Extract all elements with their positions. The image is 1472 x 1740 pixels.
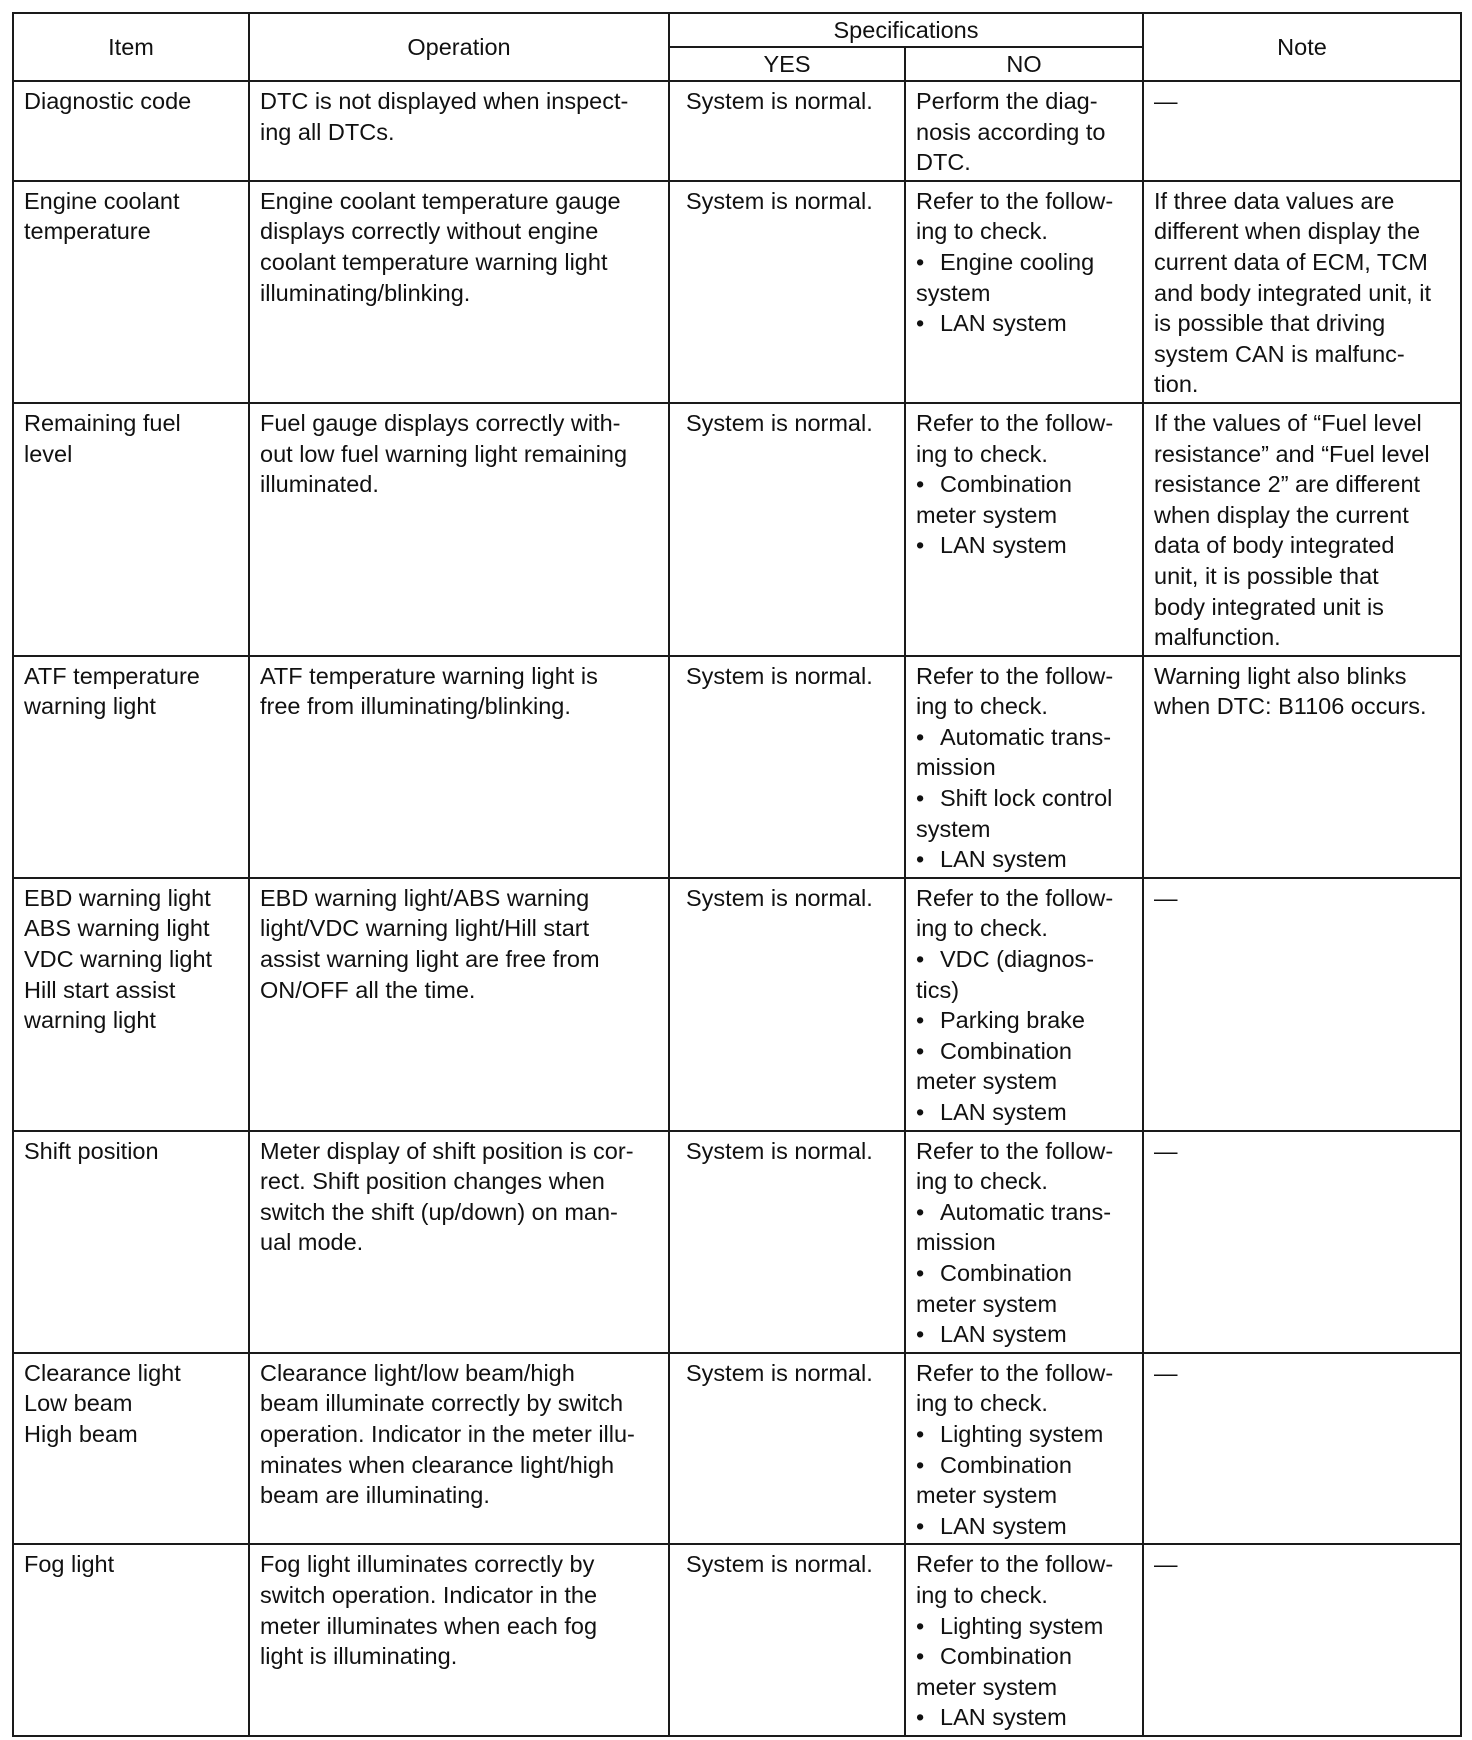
item-text: level (24, 440, 73, 467)
no-bullet-item (916, 278, 1132, 309)
yes-cell (669, 403, 905, 656)
item-cell (13, 1131, 249, 1353)
no-cell (905, 1131, 1143, 1353)
header-specifications: Specifications (669, 13, 1143, 47)
no-bullet-item (916, 1066, 1132, 1097)
no-bullet-text: LAN system (940, 1512, 1067, 1539)
note-text: resistance 2” are different (1154, 471, 1421, 498)
yes-text: System is normal. (686, 662, 873, 689)
note-text: If three data values are (1154, 187, 1395, 214)
no-bullet-item (916, 1702, 1132, 1733)
yes-cell (669, 1131, 905, 1353)
no-text: Refer to the follow- (916, 662, 1114, 689)
operation-cell (249, 1544, 669, 1736)
table-row (13, 656, 1461, 878)
table-row (13, 1131, 1461, 1353)
yes-cell (669, 181, 905, 403)
note-text: resistance” and “Fuel level (1154, 440, 1430, 467)
table-row (13, 1353, 1461, 1545)
yes-cell (669, 656, 905, 878)
operation-text: minates when clearance light/high (260, 1451, 615, 1478)
no-cell (905, 878, 1143, 1131)
no-text: Refer to the follow- (916, 187, 1114, 214)
item-text: VDC warning light (24, 946, 213, 973)
bullet-icon: • (916, 471, 925, 498)
note-text: — (1154, 1551, 1178, 1578)
no-bullet-item (916, 1450, 1132, 1481)
no-bullet-text: meter system (916, 1068, 1058, 1095)
table-header (13, 13, 1461, 81)
table-body (13, 81, 1461, 1736)
note-text: tion. (1154, 371, 1199, 398)
operation-text: ON/OFF all the time. (260, 976, 476, 1003)
no-text: Refer to the follow- (916, 1359, 1114, 1386)
no-bullet-text: mission (916, 754, 996, 781)
item-text: temperature (24, 218, 151, 245)
no-bullet-text: Shift lock control (940, 785, 1113, 812)
bullet-icon: • (916, 1198, 925, 1225)
no-bullet-text: Combination (940, 1451, 1072, 1478)
note-text: different when display the (1154, 218, 1421, 245)
no-cell (905, 1353, 1143, 1545)
no-bullet-item (916, 500, 1132, 531)
yes-cell (669, 81, 905, 181)
operation-text: DTC is not displayed when inspect- (260, 88, 629, 114)
operation-cell (249, 878, 669, 1131)
no-bullet-item (916, 247, 1132, 278)
operation-cell (249, 1131, 669, 1353)
no-bullet-item (916, 1511, 1132, 1542)
no-bullet-item (916, 1289, 1132, 1320)
header-operation: Operation (249, 13, 669, 81)
operation-cell (249, 656, 669, 878)
no-bullet-item (916, 530, 1132, 561)
yes-text: System is normal. (686, 1137, 873, 1164)
no-text: nosis according to (916, 118, 1106, 145)
header-yes: YES (669, 47, 905, 81)
yes-text: System is normal. (686, 884, 873, 911)
no-bullet-text: LAN system (940, 846, 1067, 873)
yes-cell (669, 1544, 905, 1736)
note-cell (1143, 403, 1461, 656)
header-note: Note (1143, 13, 1461, 81)
no-text: ing to check. (916, 440, 1048, 467)
no-text: ing to check. (916, 915, 1048, 942)
no-bullet-text: Automatic trans- (940, 1198, 1112, 1225)
item-cell (13, 403, 249, 656)
bullet-icon: • (916, 1451, 925, 1478)
operation-cell (249, 81, 669, 181)
no-bullet-text: Lighting system (940, 1612, 1104, 1639)
no-bullet-item (916, 1097, 1132, 1128)
no-cell (905, 181, 1143, 403)
operation-text: illuminated. (260, 471, 379, 498)
note-text: If the values of “Fuel level (1154, 409, 1422, 436)
no-cell (905, 1544, 1143, 1736)
note-text: Warning light also blinks (1154, 662, 1407, 689)
no-bullet-text: meter system (916, 1290, 1058, 1317)
bullet-icon: • (916, 1704, 925, 1731)
bullet-icon: • (916, 1420, 925, 1447)
yes-cell (669, 878, 905, 1131)
item-cell (13, 1544, 249, 1736)
note-text: when DTC: B1106 occurs. (1154, 693, 1427, 720)
specifications-table (12, 12, 1462, 1737)
no-bullet-text: meter system (916, 1673, 1058, 1700)
table-row (13, 1544, 1461, 1736)
no-bullet-item (916, 1227, 1132, 1258)
operation-text: beam illuminate correctly by switch (260, 1390, 624, 1417)
note-cell (1143, 878, 1461, 1131)
bullet-icon: • (916, 946, 925, 973)
no-bullet-item (916, 308, 1132, 339)
note-text: is possible that driving (1154, 310, 1386, 337)
note-text: data of body integrated (1154, 532, 1395, 559)
no-bullet-item (916, 783, 1132, 814)
note-cell (1143, 181, 1461, 403)
operation-cell (249, 1353, 669, 1545)
table-row (13, 878, 1461, 1131)
item-cell (13, 878, 249, 1131)
note-text: — (1154, 1359, 1178, 1386)
no-bullet-text: system (916, 279, 991, 306)
operation-text: meter illuminates when each fog (260, 1612, 598, 1639)
bullet-icon: • (916, 785, 925, 812)
no-bullet-text: LAN system (940, 1704, 1067, 1731)
no-bullet-text: tics) (916, 976, 960, 1003)
item-text: Shift position (24, 1137, 159, 1164)
note-cell (1143, 81, 1461, 181)
no-bullet-text: LAN system (940, 1321, 1067, 1348)
operation-text: displays correctly without engine (260, 218, 599, 245)
bullet-icon: • (916, 1612, 925, 1639)
operation-cell (249, 181, 669, 403)
no-bullet-text: Engine cooling (940, 248, 1095, 275)
no-bullet-item (916, 722, 1132, 753)
item-cell (13, 181, 249, 403)
no-bullet-text: mission (916, 1229, 996, 1256)
bullet-icon: • (916, 1037, 925, 1064)
operation-text: Engine coolant temperature gauge (260, 187, 621, 214)
operation-text: Fog light illuminates correctly by (260, 1551, 595, 1578)
bullet-icon: • (916, 846, 925, 873)
no-bullet-text: Combination (940, 1037, 1072, 1064)
header-item: Item (13, 13, 249, 81)
bullet-icon: • (916, 1007, 925, 1034)
no-bullet-item (916, 1319, 1132, 1350)
no-bullet-item (916, 1005, 1132, 1036)
no-bullet-text: system (916, 815, 991, 842)
operation-text: operation. Indicator in the meter illu- (260, 1420, 635, 1447)
no-text: ing to check. (916, 1390, 1048, 1417)
operation-text: Clearance light/low beam/high (260, 1359, 575, 1386)
no-bullet-text: meter system (916, 501, 1058, 528)
no-bullet-item (916, 1036, 1132, 1067)
item-cell (13, 1353, 249, 1545)
no-bullet-text: Combination (940, 471, 1072, 498)
no-bullet-text: Combination (940, 1643, 1072, 1670)
no-text: Perform the diag- (916, 88, 1098, 114)
no-text: ing to check. (916, 1168, 1048, 1195)
item-text: Engine coolant (24, 187, 180, 214)
no-text: Refer to the follow- (916, 409, 1114, 436)
item-text: Hill start assist (24, 976, 176, 1003)
operation-text: ing all DTCs. (260, 118, 395, 145)
no-bullet-item (916, 1641, 1132, 1672)
bullet-icon: • (916, 248, 925, 275)
header-no: NO (905, 47, 1143, 81)
yes-text: System is normal. (686, 88, 873, 114)
bullet-icon: • (916, 532, 925, 559)
operation-text: ATF temperature warning light is (260, 662, 598, 689)
operation-text: coolant temperature warning light (260, 248, 608, 275)
note-text: current data of ECM, TCM (1154, 248, 1428, 275)
bullet-icon: • (916, 1099, 925, 1125)
no-cell (905, 81, 1143, 181)
no-bullet-text: Parking brake (940, 1007, 1085, 1034)
yes-text: System is normal. (686, 409, 873, 436)
note-cell (1143, 1131, 1461, 1353)
no-bullet-item (916, 844, 1132, 875)
no-bullet-text: Combination (940, 1259, 1072, 1286)
item-text: High beam (24, 1420, 138, 1447)
bullet-icon: • (916, 1512, 925, 1539)
operation-text: light/VDC warning light/Hill start (260, 915, 590, 942)
item-text: Low beam (24, 1390, 133, 1417)
no-text: Refer to the follow- (916, 1551, 1114, 1578)
no-text: ing to check. (916, 1581, 1048, 1608)
table-row (13, 403, 1461, 656)
no-bullet-item (916, 814, 1132, 845)
bullet-icon: • (916, 1259, 925, 1286)
no-cell (905, 403, 1143, 656)
bullet-icon: • (916, 1321, 925, 1348)
operation-text: EBD warning light/ABS warning (260, 884, 590, 911)
no-cell (905, 656, 1143, 878)
note-text: — (1154, 88, 1178, 114)
note-text: unit, it is possible that (1154, 562, 1379, 589)
table-row (13, 81, 1461, 181)
yes-text: System is normal. (686, 187, 873, 214)
operation-text: beam are illuminating. (260, 1482, 490, 1509)
item-cell (13, 81, 249, 181)
bullet-icon: • (916, 310, 925, 337)
operation-text: switch the shift (up/down) on man- (260, 1198, 618, 1225)
bullet-icon: • (916, 723, 925, 750)
no-bullet-text: Automatic trans- (940, 723, 1112, 750)
note-cell (1143, 656, 1461, 878)
no-bullet-text: VDC (diagnos- (940, 946, 1095, 973)
no-bullet-item (916, 1480, 1132, 1511)
note-text: system CAN is malfunc- (1154, 340, 1405, 367)
yes-cell (669, 1353, 905, 1545)
table-row (13, 181, 1461, 403)
note-text: — (1154, 1137, 1178, 1164)
no-bullet-text: LAN system (940, 310, 1067, 337)
no-bullet-item (916, 1258, 1132, 1289)
no-bullet-item (916, 1672, 1132, 1703)
operation-text: switch operation. Indicator in the (260, 1581, 598, 1608)
operation-text: out low fuel warning light remaining (260, 440, 628, 467)
note-cell (1143, 1544, 1461, 1736)
no-bullet-text: Lighting system (940, 1420, 1104, 1447)
no-text: ing to check. (916, 218, 1048, 245)
no-bullet-item (916, 1197, 1132, 1228)
no-bullet-item (916, 1419, 1132, 1450)
no-text: ing to check. (916, 693, 1048, 720)
item-text: warning light (24, 693, 156, 720)
operation-text: light is illuminating. (260, 1643, 458, 1670)
operation-text: assist warning light are free from (260, 946, 600, 973)
note-text: and body integrated unit, it (1154, 279, 1431, 306)
item-cell (13, 656, 249, 878)
item-text: EBD warning light (24, 884, 211, 911)
no-bullet-item (916, 975, 1132, 1006)
no-bullet-item (916, 469, 1132, 500)
no-bullet-text: LAN system (940, 1099, 1067, 1125)
item-text: warning light (24, 1007, 156, 1034)
item-text: Clearance light (24, 1359, 181, 1386)
yes-text: System is normal. (686, 1551, 873, 1578)
note-text: when display the current (1154, 501, 1409, 528)
yes-text: System is normal. (686, 1359, 873, 1386)
no-bullet-item (916, 752, 1132, 783)
operation-text: ual mode. (260, 1229, 364, 1256)
no-text: Refer to the follow- (916, 884, 1114, 911)
note-cell (1143, 1353, 1461, 1545)
note-text: body integrated unit is (1154, 593, 1384, 620)
operation-text: illuminating/blinking. (260, 279, 471, 306)
bullet-icon: • (916, 1643, 925, 1670)
operation-text: rect. Shift position changes when (260, 1168, 605, 1195)
item-text: ABS warning light (24, 915, 210, 942)
item-text: Fog light (24, 1551, 115, 1578)
item-text: Remaining fuel (24, 409, 181, 436)
note-text: malfunction. (1154, 624, 1281, 651)
operation-text: Fuel gauge displays correctly with- (260, 409, 621, 436)
note-text: — (1154, 884, 1178, 911)
no-bullet-text: LAN system (940, 532, 1067, 559)
no-bullet-text: meter system (916, 1482, 1058, 1509)
operation-text: Meter display of shift position is cor- (260, 1137, 634, 1164)
no-text: DTC. (916, 149, 971, 176)
operation-cell (249, 403, 669, 656)
no-bullet-item (916, 944, 1132, 975)
item-text: Diagnostic code (24, 88, 192, 114)
item-text: ATF temperature (24, 662, 200, 689)
no-text: Refer to the follow- (916, 1137, 1114, 1164)
no-bullet-item (916, 1611, 1132, 1642)
operation-text: free from illuminating/blinking. (260, 693, 571, 720)
